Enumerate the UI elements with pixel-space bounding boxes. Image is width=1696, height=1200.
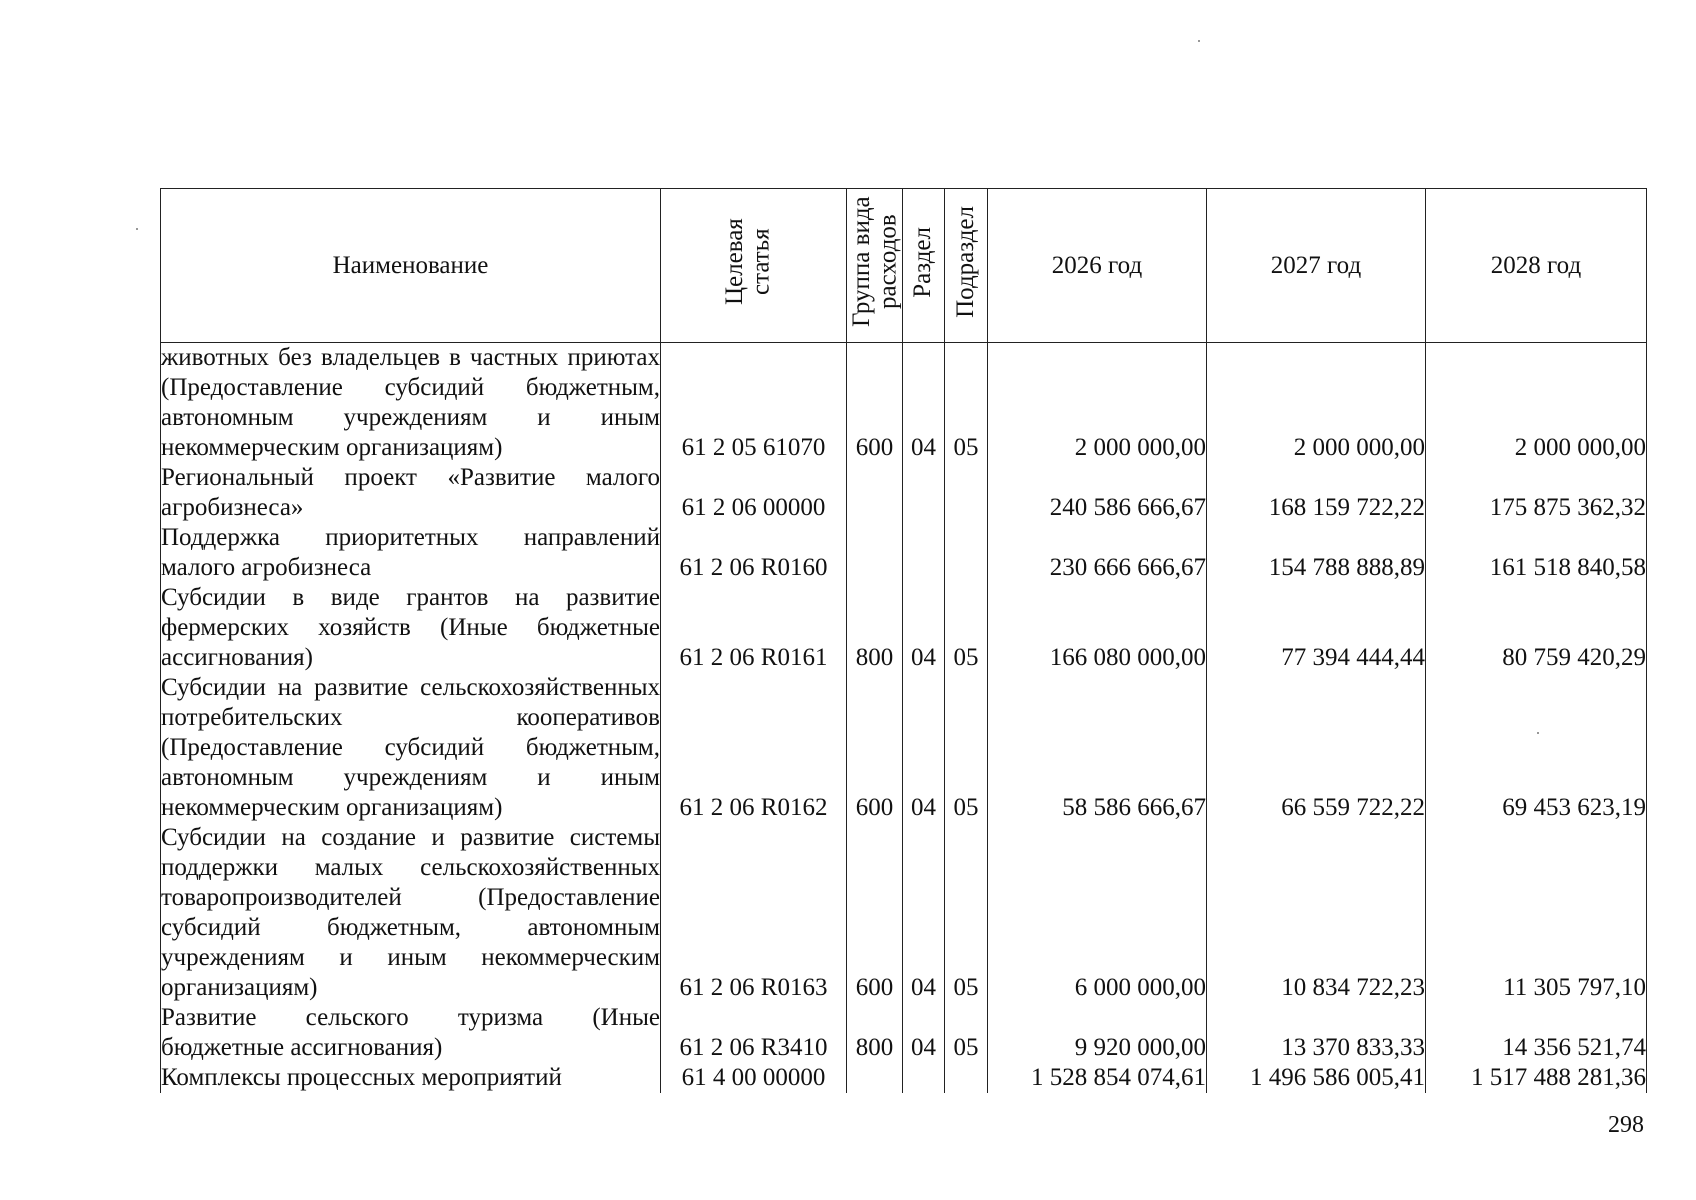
row-name: Поддержка приоритетных направлений малого агробизнеса — [161, 524, 660, 581]
page-number: 298 — [1608, 1112, 1644, 1138]
header-2027: 2027 год — [1207, 189, 1426, 343]
row-group — [847, 463, 903, 523]
row-2028: 69 453 623,19 — [1426, 673, 1647, 823]
row-2027: 10 834 722,23 — [1207, 823, 1426, 1003]
row-target: 61 2 06 00000 — [661, 463, 847, 523]
row-2026: 166 080 000,00 — [988, 583, 1207, 673]
row-2027: 2 000 000,00 — [1207, 343, 1426, 464]
row-target: 61 4 00 00000 — [661, 1063, 847, 1093]
header-target: Целевая статья — [661, 189, 847, 343]
header-subsection: Подраздел — [945, 189, 988, 343]
row-section: 04 — [903, 343, 945, 464]
row-target: 61 2 06 R0162 — [661, 673, 847, 823]
row-2027: 13 370 833,33 — [1207, 1003, 1426, 1063]
header-2026: 2026 год — [988, 189, 1207, 343]
row-2028: 2 000 000,00 — [1426, 343, 1647, 464]
row-group — [847, 523, 903, 583]
row-subsection — [945, 463, 988, 523]
header-group: Группа вида расходов — [847, 189, 903, 343]
row-2026: 9 920 000,00 — [988, 1003, 1207, 1063]
table-header-row — [161, 189, 1647, 343]
table-row — [161, 673, 1647, 823]
row-2028: 161 518 840,58 — [1426, 523, 1647, 583]
row-group: 800 — [847, 1003, 903, 1063]
row-subsection — [945, 523, 988, 583]
row-2027: 168 159 722,22 — [1207, 463, 1426, 523]
row-target: 61 2 06 R0160 — [661, 523, 847, 583]
row-group: 600 — [847, 823, 903, 1003]
table-row — [161, 1063, 1647, 1093]
scan-speck — [1537, 732, 1539, 734]
row-section: 04 — [903, 1003, 945, 1063]
row-section — [903, 463, 945, 523]
row-subsection: 05 — [945, 1003, 988, 1063]
row-2026: 6 000 000,00 — [988, 823, 1207, 1003]
row-name: животных без владельцев в частных приютах (Предоставление субсидий бюджетным, автономным учреждениям и иным некоммерческим организациям) — [161, 344, 660, 461]
budget-table — [160, 188, 1647, 1093]
row-name: Региональный проект «Развитие малого агробизнеса» — [161, 464, 660, 521]
row-2028: 11 305 797,10 — [1426, 823, 1647, 1003]
header-section: Раздел — [903, 189, 945, 343]
row-2028: 1 517 488 281,36 — [1426, 1063, 1647, 1093]
row-2028: 80 759 420,29 — [1426, 583, 1647, 673]
header-name: Наименование — [161, 189, 661, 343]
row-target: 61 2 06 R0161 — [661, 583, 847, 673]
row-subsection: 05 — [945, 343, 988, 464]
row-name: Субсидии на создание и развитие системы поддержки малых сельскохозяйственных товаропроизводителей (Предоставление субсидий бюджетным, автономным учреждениям и иным некоммерческим организациям) — [161, 824, 660, 1001]
row-2028: 14 356 521,74 — [1426, 1003, 1647, 1063]
row-2026: 230 666 666,67 — [988, 523, 1207, 583]
row-section — [903, 523, 945, 583]
row-name: Комплексы процессных мероприятий — [161, 1063, 661, 1093]
table-row — [161, 523, 1647, 583]
row-2027: 1 496 586 005,41 — [1207, 1063, 1426, 1093]
table-row — [161, 463, 1647, 523]
row-2026: 240 586 666,67 — [988, 463, 1207, 523]
row-2026: 58 586 666,67 — [988, 673, 1207, 823]
row-name: Развитие сельского туризма (Иные бюджетные ассигнования) — [161, 1004, 660, 1061]
row-section: 04 — [903, 673, 945, 823]
row-section: 04 — [903, 583, 945, 673]
table-row — [161, 1003, 1647, 1063]
row-target: 61 2 06 R3410 — [661, 1003, 847, 1063]
row-2026: 1 528 854 074,61 — [988, 1063, 1207, 1093]
row-name: Субсидии в виде грантов на развитие фермерских хозяйств (Иные бюджетные ассигнования) — [161, 584, 660, 671]
table-row — [161, 583, 1647, 673]
table-row — [161, 343, 1647, 464]
row-section: 04 — [903, 823, 945, 1003]
row-group: 600 — [847, 673, 903, 823]
scan-speck — [1198, 40, 1200, 42]
scan-speck — [136, 228, 138, 230]
row-target: 61 2 05 61070 — [661, 343, 847, 464]
row-name: Субсидии на развитие сельскохозяйственных потребительских кооперативов (Предоставление субсидий бюджетным, автономным учреждениям и иным некоммерческим организациям) — [161, 674, 660, 821]
row-section — [903, 1063, 945, 1093]
row-subsection — [945, 1063, 988, 1093]
header-2028: 2028 год — [1426, 189, 1647, 343]
row-2026: 2 000 000,00 — [988, 343, 1207, 464]
row-subsection: 05 — [945, 673, 988, 823]
row-2028: 175 875 362,32 — [1426, 463, 1647, 523]
row-group — [847, 1063, 903, 1093]
table-row — [161, 823, 1647, 1003]
row-group: 600 — [847, 343, 903, 464]
row-2027: 77 394 444,44 — [1207, 583, 1426, 673]
row-2027: 154 788 888,89 — [1207, 523, 1426, 583]
row-2027: 66 559 722,22 — [1207, 673, 1426, 823]
row-subsection: 05 — [945, 583, 988, 673]
row-group: 800 — [847, 583, 903, 673]
row-target: 61 2 06 R0163 — [661, 823, 847, 1003]
row-subsection: 05 — [945, 823, 988, 1003]
